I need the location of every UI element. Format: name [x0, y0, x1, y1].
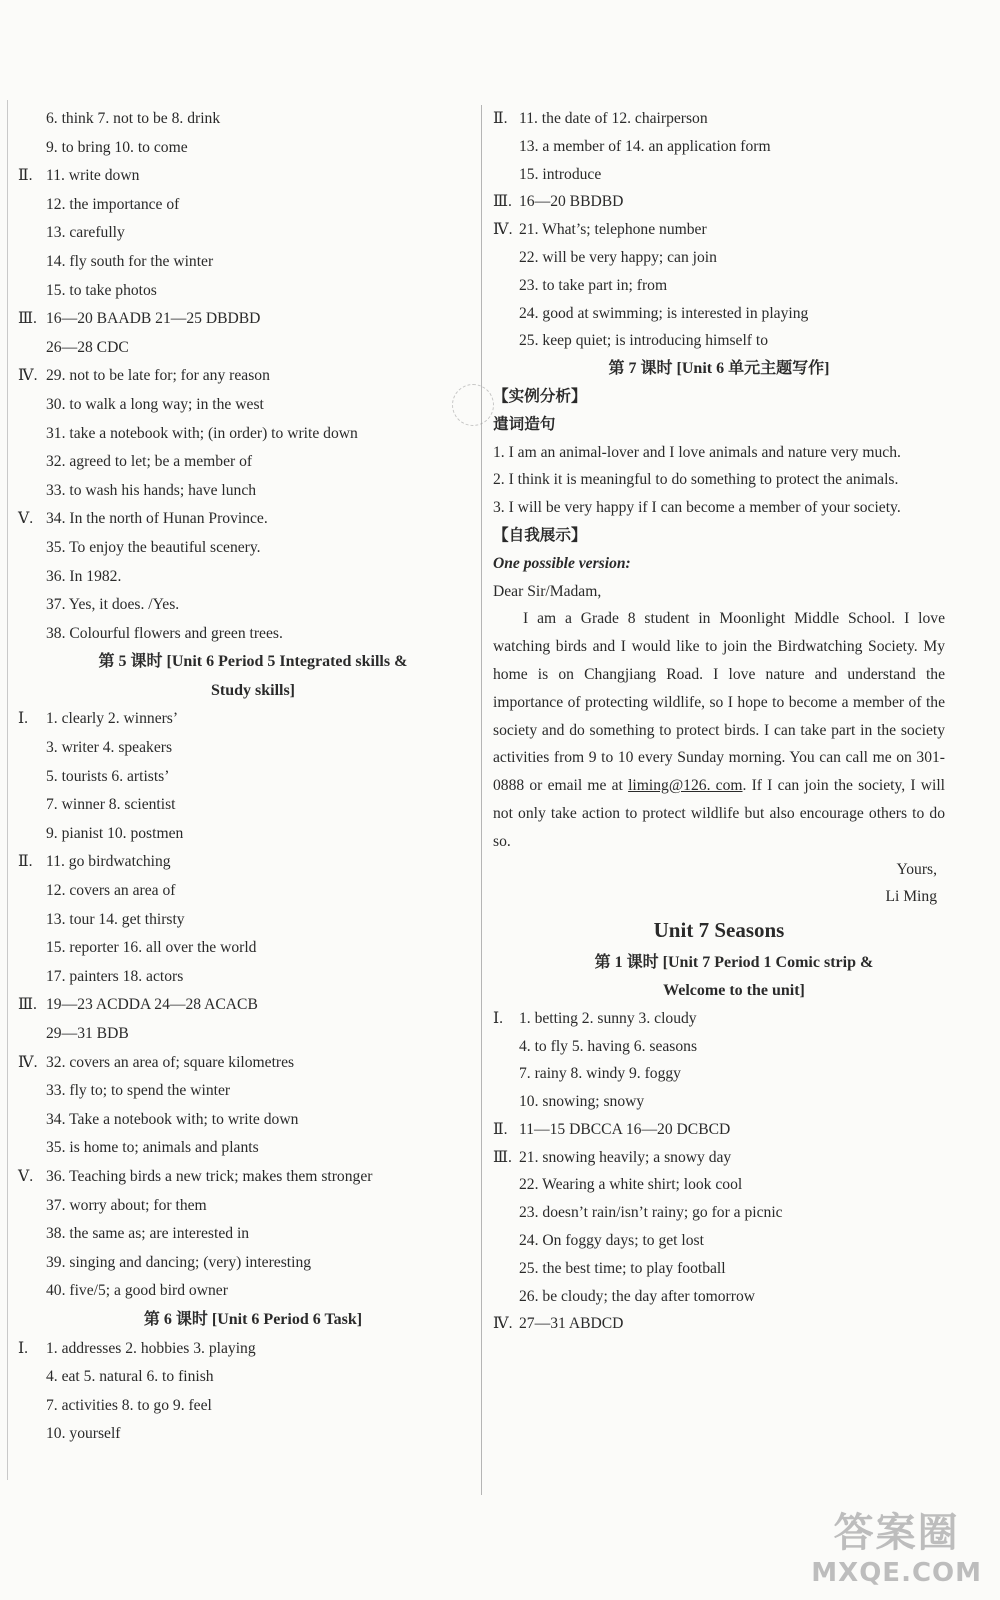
answer-line: [18, 906, 458, 935]
answer-text: 36. Teaching birds a new trick; makes them stronger: [46, 1167, 373, 1185]
answer-line: [18, 1134, 458, 1163]
answer-text: 33. to wash his hands; have lunch: [46, 481, 257, 499]
answer-line: [18, 305, 458, 334]
answer-block: [18, 705, 458, 1305]
answer-line: [18, 1192, 458, 1221]
answer-text: 25. the best time; to play football: [519, 1259, 726, 1277]
answer-line: [18, 563, 458, 592]
left-column: [18, 105, 458, 1449]
answer-line: [18, 162, 458, 191]
answer-text: 6. think 7. not to be 8. drink: [46, 110, 221, 127]
answer-text: 24. good at swimming; is interested in playing: [519, 304, 809, 322]
answer-line: [18, 248, 458, 277]
sentence-item: 1. I am an animal-lover and I love animals and nature very much.: [493, 443, 901, 461]
answer-line: [18, 763, 458, 792]
answer-line: [493, 272, 945, 300]
ink-stamp: [452, 384, 494, 426]
answer-line: [18, 477, 458, 506]
answer-line: [493, 1060, 945, 1088]
section-numeral: Ⅰ.: [18, 710, 29, 728]
answer-text: 19—23 ACDDA 24—28 ACACB: [46, 996, 258, 1014]
letter-closing: Yours,: [896, 860, 937, 878]
letter-text: I am a Grade 8 student in Moonlight Middle School. I love watching birds and I would like to join the Birdwatching Society. My home is on Changjiang Road. I love nature and understand the importance of protecting wildlife, so I hope to become a member of the society and do something to protect birds. I can take part in the society activities from 9 to 10 every Sunday morning. You can call me on 301-0888 or email me at: [493, 610, 945, 795]
section-numeral: Ⅳ.: [493, 221, 513, 239]
answer-text: 15. to take photos: [46, 281, 157, 299]
answer-line: [18, 1249, 458, 1278]
answer-text: 11—15 DBCCA 16—20 DCBCD: [519, 1120, 731, 1138]
answer-text: 1. betting 2. sunny 3. cloudy: [519, 1009, 697, 1027]
answer-text: 21. What’s; telephone number: [519, 221, 707, 239]
answer-text: 4. to fly 5. having 6. seasons: [519, 1037, 698, 1055]
answer-line: [493, 1171, 945, 1199]
answer-line: [18, 963, 458, 992]
answer-text: 35. To enjoy the beautiful scenery.: [46, 538, 261, 556]
letter-greeting: Dear Sir/Madam,: [493, 582, 602, 600]
answer-text: 16—20 BBDBD: [519, 193, 624, 211]
answer-line: [18, 991, 458, 1020]
answer-line: [18, 791, 458, 820]
answer-line: [18, 1420, 458, 1449]
page-margin-line: [7, 100, 8, 1480]
sentence-list: [493, 439, 945, 522]
answer-line: [18, 734, 458, 763]
answer-text: 22. Wearing a white shirt; look cool: [519, 1176, 743, 1194]
answer-line: [18, 820, 458, 849]
section-numeral: Ⅲ.: [18, 996, 37, 1014]
section-title-cont: Study skills]: [210, 681, 296, 699]
section-numeral: Ⅱ.: [18, 167, 33, 185]
answer-line: [493, 216, 945, 244]
section-title: 第 5 课时 [Unit 6 Period 5 Integrated skills &: [98, 653, 408, 671]
answer-line: [18, 934, 458, 963]
answer-line: [18, 1392, 458, 1421]
answer-line: [493, 1255, 945, 1283]
answer-text: 31. take a notebook with; (in order) to write down: [46, 424, 358, 442]
answer-line: [493, 300, 945, 328]
answer-text: 11. go birdwatching: [46, 853, 171, 871]
letter-signature: Li Ming: [885, 888, 937, 906]
answer-line: [493, 133, 945, 161]
answer-text: 7. rainy 8. windy 9. foggy: [519, 1065, 681, 1083]
answer-line: [18, 705, 458, 734]
section-title: 第 6 课时 [Unit 6 Period 6 Task]: [143, 1310, 363, 1328]
answer-text: 5. tourists 6. artists’: [46, 767, 170, 785]
answer-line: [493, 105, 945, 133]
answer-text: 11. write down: [46, 167, 140, 185]
answer-line: [493, 244, 945, 272]
answer-text: 36. In 1982.: [46, 567, 122, 585]
section-numeral: Ⅱ.: [493, 1120, 508, 1138]
answer-line: [18, 620, 458, 649]
answer-block: [493, 105, 945, 355]
section-numeral: Ⅴ.: [18, 510, 34, 528]
answer-line: [18, 848, 458, 877]
answer-text: 33. fly to; to spend the winter: [46, 1082, 231, 1100]
answer-text: 21. snowing heavily; a snowy day: [519, 1148, 732, 1166]
answer-text: 7. activities 8. to go 9. feel: [46, 1396, 212, 1414]
answer-line: [18, 191, 458, 220]
answer-text: 26. be cloudy; the day after tomorrow: [519, 1287, 756, 1305]
watermark-logo-text: 答案圈: [833, 1510, 960, 1556]
subheading: 【自我展示】: [493, 526, 587, 544]
answer-line: [18, 105, 458, 134]
sentence-item: 2. I think it is meaningful to do something to protect the animals.: [493, 471, 899, 489]
section-numeral: Ⅳ.: [18, 1053, 38, 1071]
answer-text: 37. Yes, it does. /Yes.: [46, 596, 180, 614]
answer-text: 22. will be very happy; can join: [519, 248, 717, 266]
answer-line: [493, 1088, 945, 1116]
answer-line: [18, 362, 458, 391]
section-numeral: Ⅰ.: [493, 1009, 504, 1027]
answer-text: 12. the importance of: [46, 195, 180, 213]
watermark-url: MXQE.COM: [811, 1558, 982, 1588]
answer-text: 29—31 BDB: [46, 1025, 129, 1042]
answer-line: [493, 1199, 945, 1227]
answer-text: 30. to walk a long way; in the west: [46, 395, 264, 413]
answer-text: 3. writer 4. speakers: [46, 739, 173, 757]
answer-text: 27—31 ABDCD: [519, 1315, 624, 1333]
section-numeral: Ⅲ.: [493, 1148, 512, 1166]
answer-line: [18, 448, 458, 477]
answer-block: [493, 1005, 945, 1339]
column-divider: [481, 105, 482, 1495]
answer-line: [18, 591, 458, 620]
answer-text: 38. the same as; are interested in: [46, 1225, 250, 1243]
answer-line: [18, 1049, 458, 1078]
answer-text: 38. Colourful flowers and green trees.: [46, 624, 283, 642]
section-numeral: Ⅰ.: [18, 1339, 29, 1357]
answer-text: 9. pianist 10. postmen: [46, 824, 184, 842]
section-numeral: Ⅲ.: [18, 310, 37, 328]
section-title-cont: Welcome to the unit]: [663, 981, 805, 999]
answer-text: 15. reporter 16. all over the world: [46, 939, 257, 957]
section-title: 第 7 课时 [Unit 6 单元主题写作]: [608, 360, 830, 378]
answer-text: 12. covers an area of: [46, 882, 176, 900]
answer-line: [18, 1106, 458, 1135]
section-numeral: Ⅲ.: [493, 193, 512, 211]
answer-text: 4. eat 5. natural 6. to finish: [46, 1368, 214, 1386]
answer-line: [493, 1283, 945, 1311]
answer-line: [493, 1144, 945, 1172]
answer-text: 40. five/5; a good bird owner: [46, 1282, 228, 1300]
answer-line: [18, 277, 458, 306]
site-watermark: [811, 1501, 982, 1588]
answer-line: [493, 188, 945, 216]
subheading: 遣词造句: [493, 415, 556, 433]
answer-line: [493, 327, 945, 355]
email-address: liming@126. com: [628, 777, 743, 795]
answer-text: 23. to take part in; from: [519, 276, 668, 294]
section-numeral: Ⅱ.: [18, 853, 33, 871]
answer-line: [493, 1310, 945, 1338]
answer-text: 39. singing and dancing; (very) interesting: [46, 1253, 312, 1271]
answer-text: 17. painters 18. actors: [46, 967, 184, 985]
answer-text: 24. On foggy days; to get lost: [519, 1232, 704, 1250]
answer-line: [493, 161, 945, 189]
answer-text: 9. to bring 10. to come: [46, 138, 188, 156]
subheading: 【实例分析】: [493, 387, 587, 405]
answer-line: [18, 505, 458, 534]
answer-text: 7. winner 8. scientist: [46, 796, 176, 814]
answer-text: 1. clearly 2. winners’: [46, 710, 179, 728]
unit-title: Unit 7 Seasons: [653, 918, 785, 943]
answer-text: 16—20 BAADB 21—25 DBDBD: [46, 310, 261, 328]
answer-line: [18, 1335, 458, 1364]
answer-text: 11. the date of 12. chairperson: [519, 110, 708, 127]
right-column: [493, 105, 945, 1338]
answer-line: [18, 1077, 458, 1106]
answer-text: 13. a member of 14. an application form: [519, 137, 771, 155]
answer-text: 34. Take a notebook with; to write down: [46, 1110, 299, 1128]
answer-line: [18, 1363, 458, 1392]
answer-text: 35. is home to; animals and plants: [46, 1139, 259, 1157]
answer-line: [493, 1005, 945, 1033]
answer-text: 1. addresses 2. hobbies 3. playing: [46, 1339, 256, 1357]
answer-line: [18, 134, 458, 163]
answer-line: [18, 534, 458, 563]
section-numeral: Ⅳ.: [493, 1315, 513, 1333]
answer-line: [493, 1116, 945, 1144]
section-title: 第 1 课时 [Unit 7 Period 1 Comic strip &: [594, 954, 874, 972]
answer-text: 26—28 CDC: [46, 338, 129, 356]
answer-text: 15. introduce: [519, 165, 602, 183]
answer-line: [18, 219, 458, 248]
answer-line: [18, 1220, 458, 1249]
answer-block: [18, 105, 458, 648]
answer-text: 32. agreed to let; be a member of: [46, 453, 253, 471]
letter-text: . If I can join the society, I will not only take action to protect wildlife but also encourage others to do so.: [493, 777, 945, 850]
answer-text: 10. snowing; snowy: [519, 1093, 645, 1111]
answer-text: 25. keep quiet; is introducing himself to: [519, 332, 769, 350]
answer-line: [18, 420, 458, 449]
section-numeral: Ⅴ.: [18, 1167, 34, 1185]
section-numeral: Ⅳ.: [18, 367, 38, 385]
answer-text: 13. carefully: [46, 224, 125, 242]
answer-text: 23. doesn’t rain/isn’t rainy; go for a picnic: [519, 1204, 783, 1222]
answer-text: 14. fly south for the winter: [46, 252, 214, 270]
answer-line: [18, 1020, 458, 1049]
answer-text: 10. yourself: [46, 1425, 121, 1443]
answer-text: 13. tour 14. get thirsty: [46, 910, 185, 928]
answer-text: 32. covers an area of; square kilometres: [46, 1053, 295, 1071]
section-numeral: Ⅱ.: [493, 110, 508, 127]
answer-text: 29. not to be late for; for any reason: [46, 367, 270, 385]
answer-block: [18, 1335, 458, 1449]
answer-line: [493, 1033, 945, 1061]
version-label: One possible version:: [493, 554, 631, 572]
sentence-item: 3. I will be very happy if I can become a member of your society.: [493, 499, 901, 517]
answer-text: 37. worry about; for them: [46, 1196, 207, 1214]
answer-text: 34. In the north of Hunan Province.: [46, 510, 268, 528]
answer-line: [18, 1163, 458, 1192]
letter-body: [493, 605, 945, 855]
answer-line: [18, 877, 458, 906]
answer-line: [18, 334, 458, 363]
answer-line: [18, 391, 458, 420]
answer-line: [493, 1227, 945, 1255]
answer-line: [18, 1277, 458, 1306]
